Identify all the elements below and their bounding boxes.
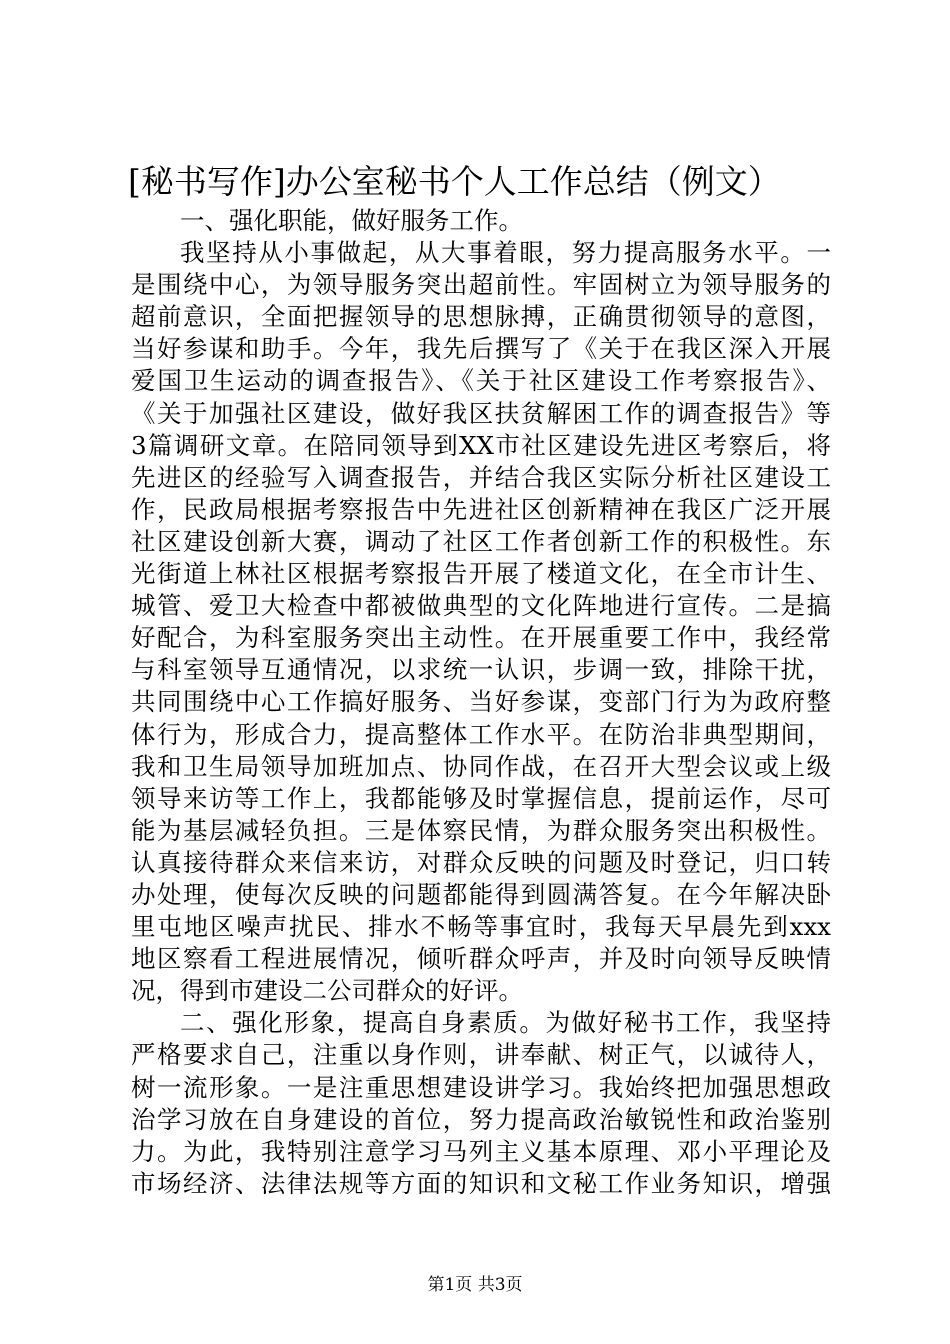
text-line: 办处理，使每次反映的问题都能得到圆满答复。在今年解决卧 [131,879,831,909]
text-line: 城管、爱卫大检查中都被做典型的文化阵地进行宣传。二是搞 [131,591,831,621]
text-line: 一、强化职能，做好服务工作。 [180,206,523,235]
text-line: 二、强化形象，提高自身素质。为做好秘书工作，我坚持 [180,1008,831,1038]
document-title: [秘书写作]办公室秘书个人工作总结（例文） [128,162,781,201]
text-line: 超前意识，全面把握领导的思想脉搏，正确贯彻领导的意图， [131,302,831,332]
text-line: 树一流形象。一是注重思想建设讲学习。我始终把加强思想政 [131,1072,831,1102]
text-line: 治学习放在自身建设的首位，努力提高政治敏锐性和政治鉴别 [131,1104,831,1134]
text-line: 社区建设创新大赛，调动了社区工作者创新工作的积极性。东 [131,526,831,556]
text-line: 认真接待群众来信来访，对群众反映的问题及时登记，归口转 [131,847,831,877]
text-line: 地区察看工程进展情况，倾听群众呼声，并及时向领导反映情 [131,944,831,974]
text-line: 3篇调研文章。在陪同领导到XX市社区建设先进区考察后，将 [131,430,831,460]
text-line: 作，民政局根据考察报告中先进社区创新精神在我区广泛开展 [131,494,831,524]
text-line: 光街道上林社区根据考察报告开展了楼道文化，在全市计生、 [131,559,831,589]
text-line: 《关于加强社区建设，做好我区扶贫解困工作的调查报告》等 [131,398,831,428]
text-line: 力。为此，我特别注意学习马列主义基本原理、邓小平理论及 [131,1136,831,1166]
text-line: 先进区的经验写入调查报告，并结合我区实际分析社区建设工 [131,462,831,492]
text-line: 能为基层减轻负担。三是体察民情，为群众服务突出积极性。 [131,815,831,845]
text-line: 市场经济、法律法规等方面的知识和文秘工作业务知识，增强 [131,1168,831,1198]
text-line: 体行为，形成合力，提高整体工作水平。在防治非典型期间， [131,719,831,749]
text-line: 爱国卫生运动的调查报告》、《关于社区建设工作考察报告》、 [131,366,831,396]
page-number: 第1页 共3页 [427,1275,523,1295]
text-line: 我和卫生局领导加班加点、协同作战，在召开大型会议或上级 [131,751,831,781]
text-line: 严格要求自己，注重以身作则，讲奉献、树正气，以诚待人， [131,1040,831,1070]
document-body [131,205,831,1200]
text-line: 是围绕中心，为领导服务突出超前性。牢固树立为领导服务的 [131,270,831,300]
text-line: 况，得到市建设二公司群众的好评。 [131,976,523,1006]
text-line: 领导来访等工作上，我都能够及时掌握信息，提前运作，尽可 [131,783,831,813]
text-line: 与科室领导互通情况，以求统一认识，步调一致，排除干扰， [131,655,831,685]
text-line: 好配合，为科室服务突出主动性。在开展重要工作中，我经常 [131,623,831,653]
text-line: 我坚持从小事做起，从大事着眼，努力提高服务水平。一 [180,238,831,268]
text-line: 共同围绕中心工作搞好服务、当好参谋，变部门行为为政府整 [131,687,831,717]
text-line: 当好参谋和助手。今年，我先后撰写了《关于在我区深入开展 [131,334,831,364]
text-line: 里屯地区噪声扰民、排水不畅等事宜时，我每天早晨先到xxx [131,912,831,942]
